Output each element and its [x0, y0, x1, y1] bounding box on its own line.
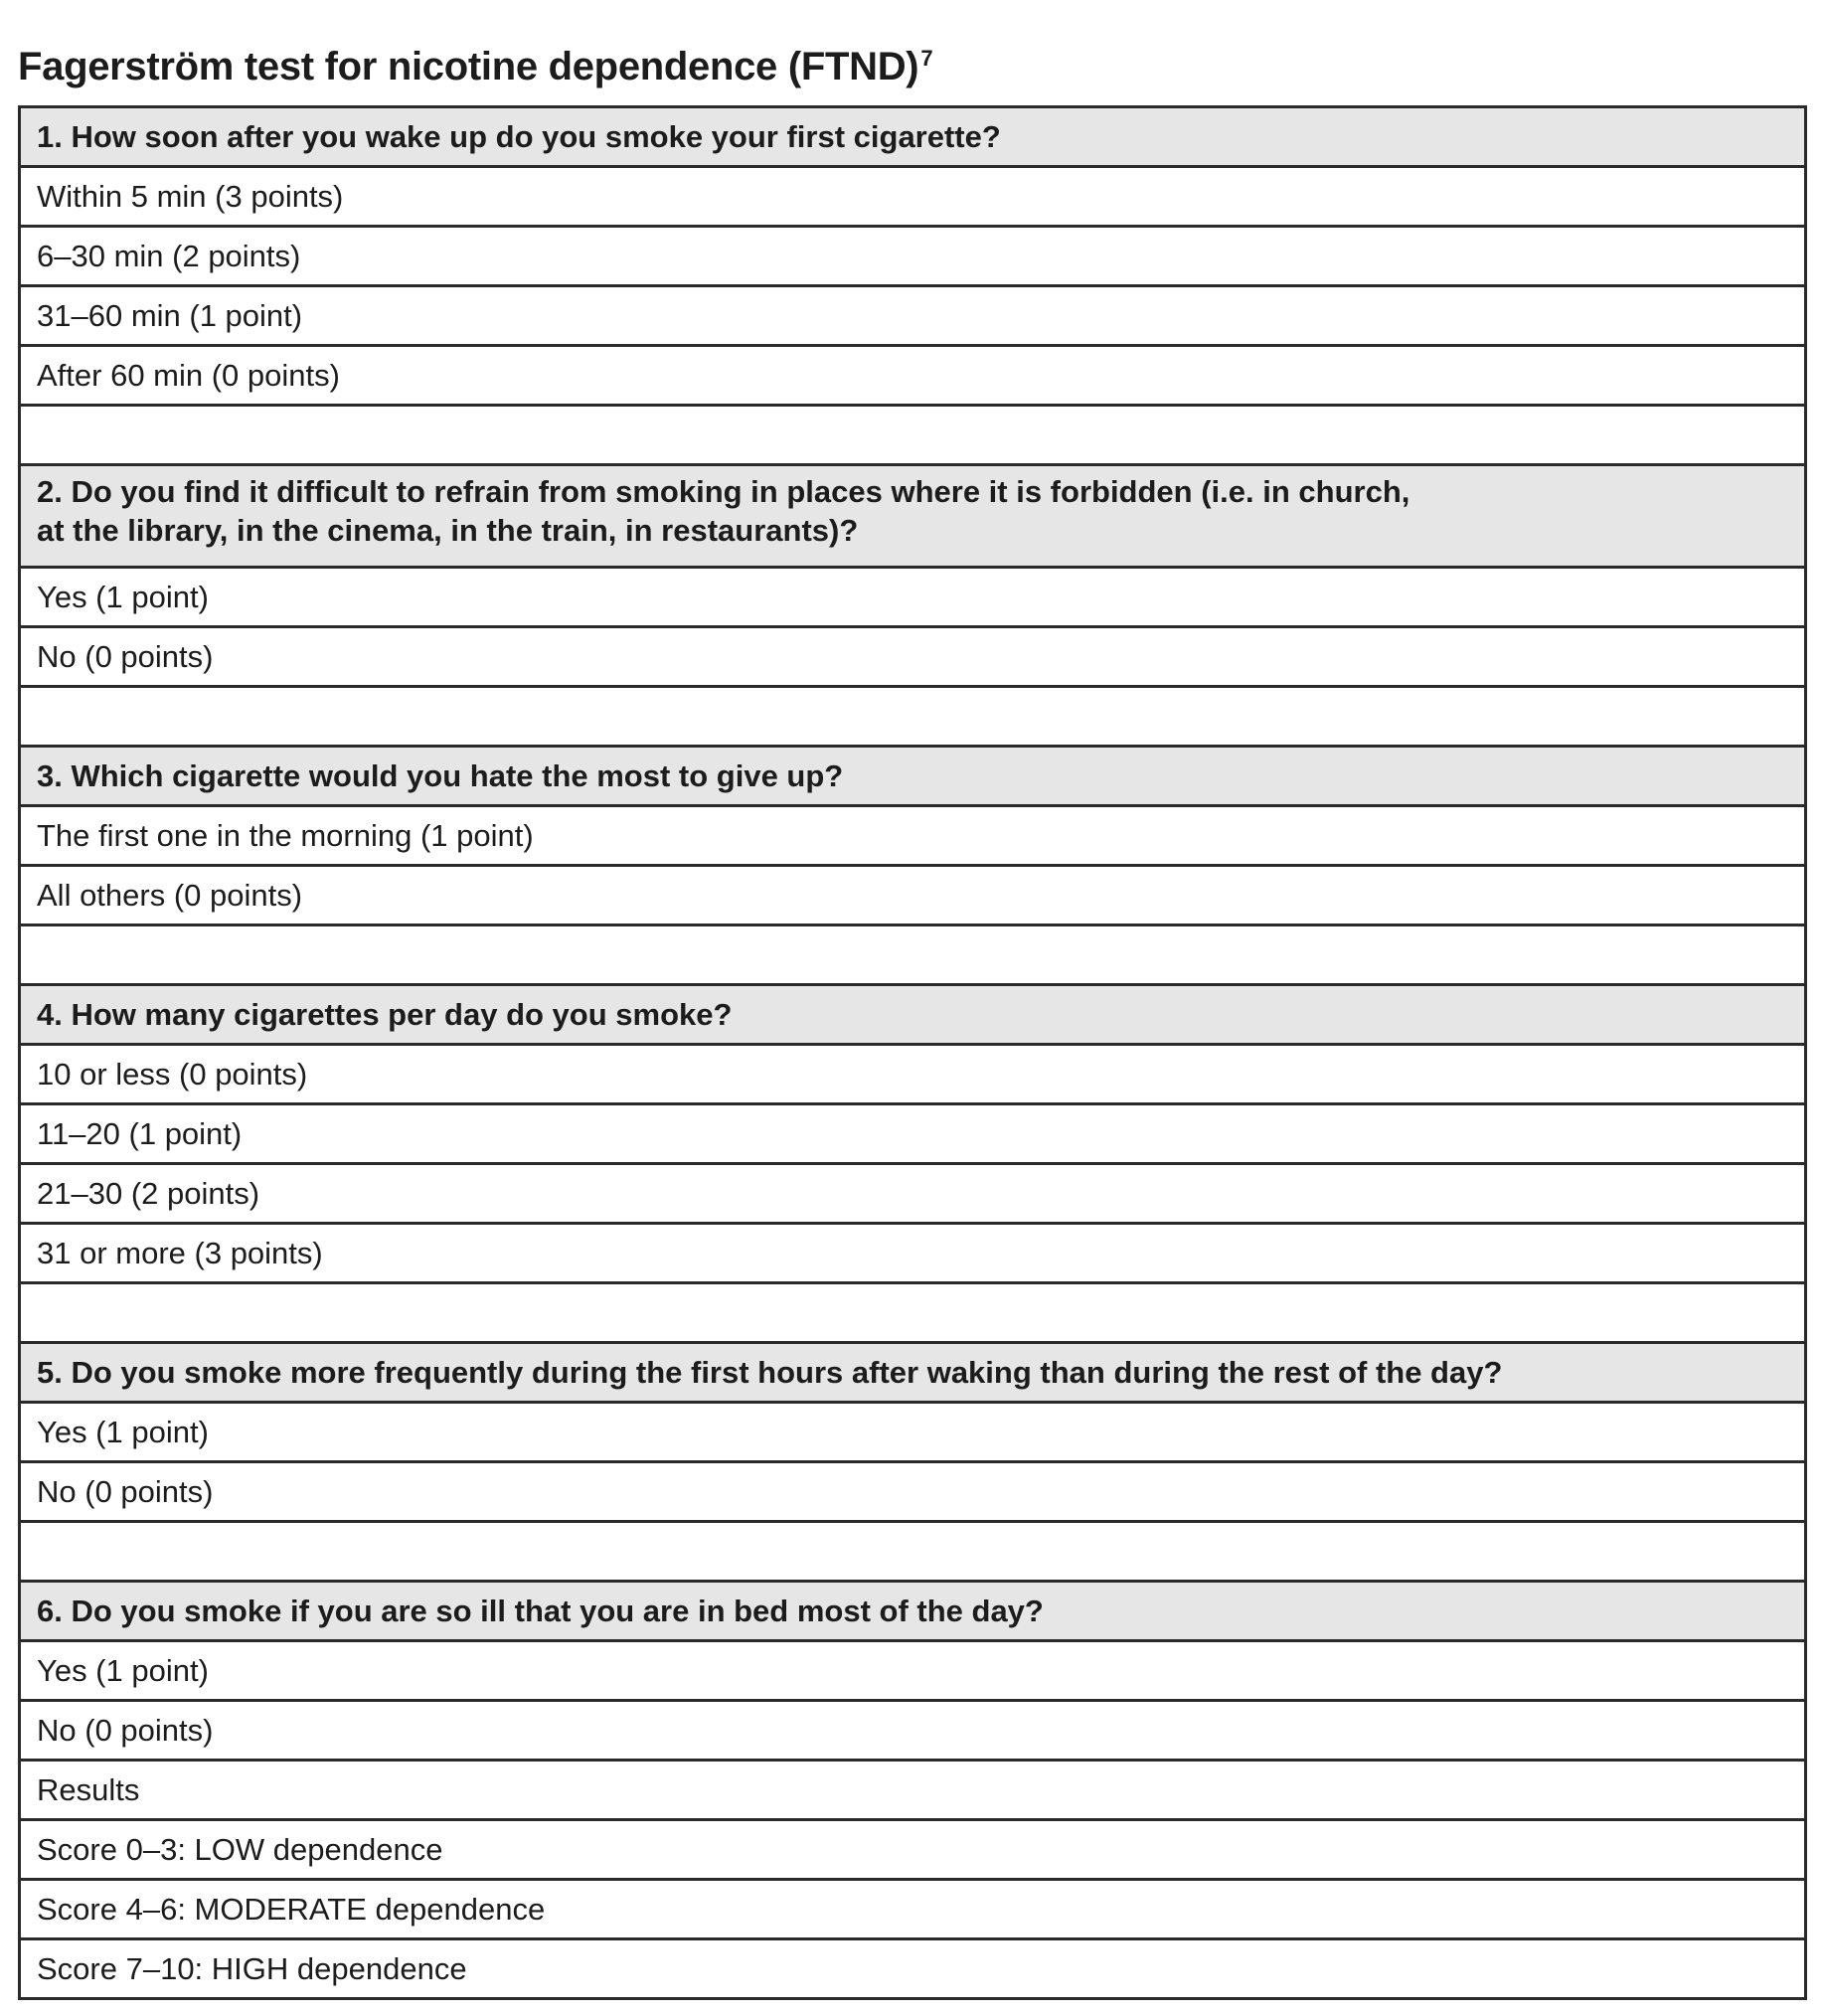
results-label: Results	[21, 1762, 1804, 1821]
q1-option-2: 6–30 min (2 points)	[21, 228, 1804, 287]
q4-option-3: 21–30 (2 points)	[21, 1165, 1804, 1225]
q6-option-1: Yes (1 point)	[21, 1642, 1804, 1702]
question-2-line-2: at the library, in the cinema, in the train, in restaurants)?	[37, 513, 859, 548]
spacer-row	[21, 1284, 1804, 1344]
q2-option-1: Yes (1 point)	[21, 569, 1804, 628]
q3-option-2: All others (0 points)	[21, 867, 1804, 926]
result-moderate: Score 4–6: MODERATE dependence	[21, 1881, 1804, 1940]
spacer-row	[21, 1523, 1804, 1583]
spacer-row	[21, 926, 1804, 986]
q4-option-2: 11–20 (1 point)	[21, 1105, 1804, 1165]
question-1: 1. How soon after you wake up do you smoke your first cigarette?	[21, 108, 1804, 168]
q5-option-2: No (0 points)	[21, 1463, 1804, 1523]
q5-option-1: Yes (1 point)	[21, 1404, 1804, 1463]
result-low: Score 0–3: LOW dependence	[21, 1821, 1804, 1881]
q3-option-1: The first one in the morning (1 point)	[21, 807, 1804, 867]
q6-option-2: No (0 points)	[21, 1702, 1804, 1762]
document	[18, 40, 1807, 2000]
question-4: 4. How many cigarettes per day do you smoke?	[21, 986, 1804, 1046]
question-5: 5. Do you smoke more frequently during the first hours after waking than during the rest of the day?	[21, 1344, 1804, 1404]
q1-option-3: 31–60 min (1 point)	[21, 287, 1804, 347]
question-6: 6. Do you smoke if you are so ill that you are in bed most of the day?	[21, 1583, 1804, 1642]
question-2	[21, 466, 1804, 569]
question-2-line-1: 2. Do you find it difficult to refrain from smoking in places where it is forbidden (i.e. in church,	[37, 474, 1410, 509]
q2-option-2: No (0 points)	[21, 628, 1804, 688]
document-title	[18, 40, 1807, 105]
question-3: 3. Which cigarette would you hate the most to give up?	[21, 748, 1804, 807]
title-reference: 7	[920, 45, 933, 71]
q1-option-4: After 60 min (0 points)	[21, 347, 1804, 407]
q4-option-4: 31 or more (3 points)	[21, 1225, 1804, 1284]
ftnd-table	[18, 105, 1807, 2000]
title-text: Fagerström test for nicotine dependence (FTND)	[18, 45, 919, 88]
q4-option-1: 10 or less (0 points)	[21, 1046, 1804, 1105]
q1-option-1: Within 5 min (3 points)	[21, 168, 1804, 228]
spacer-row	[21, 688, 1804, 748]
result-high: Score 7–10: HIGH dependence	[37, 1951, 467, 1986]
spacer-row	[21, 407, 1804, 466]
